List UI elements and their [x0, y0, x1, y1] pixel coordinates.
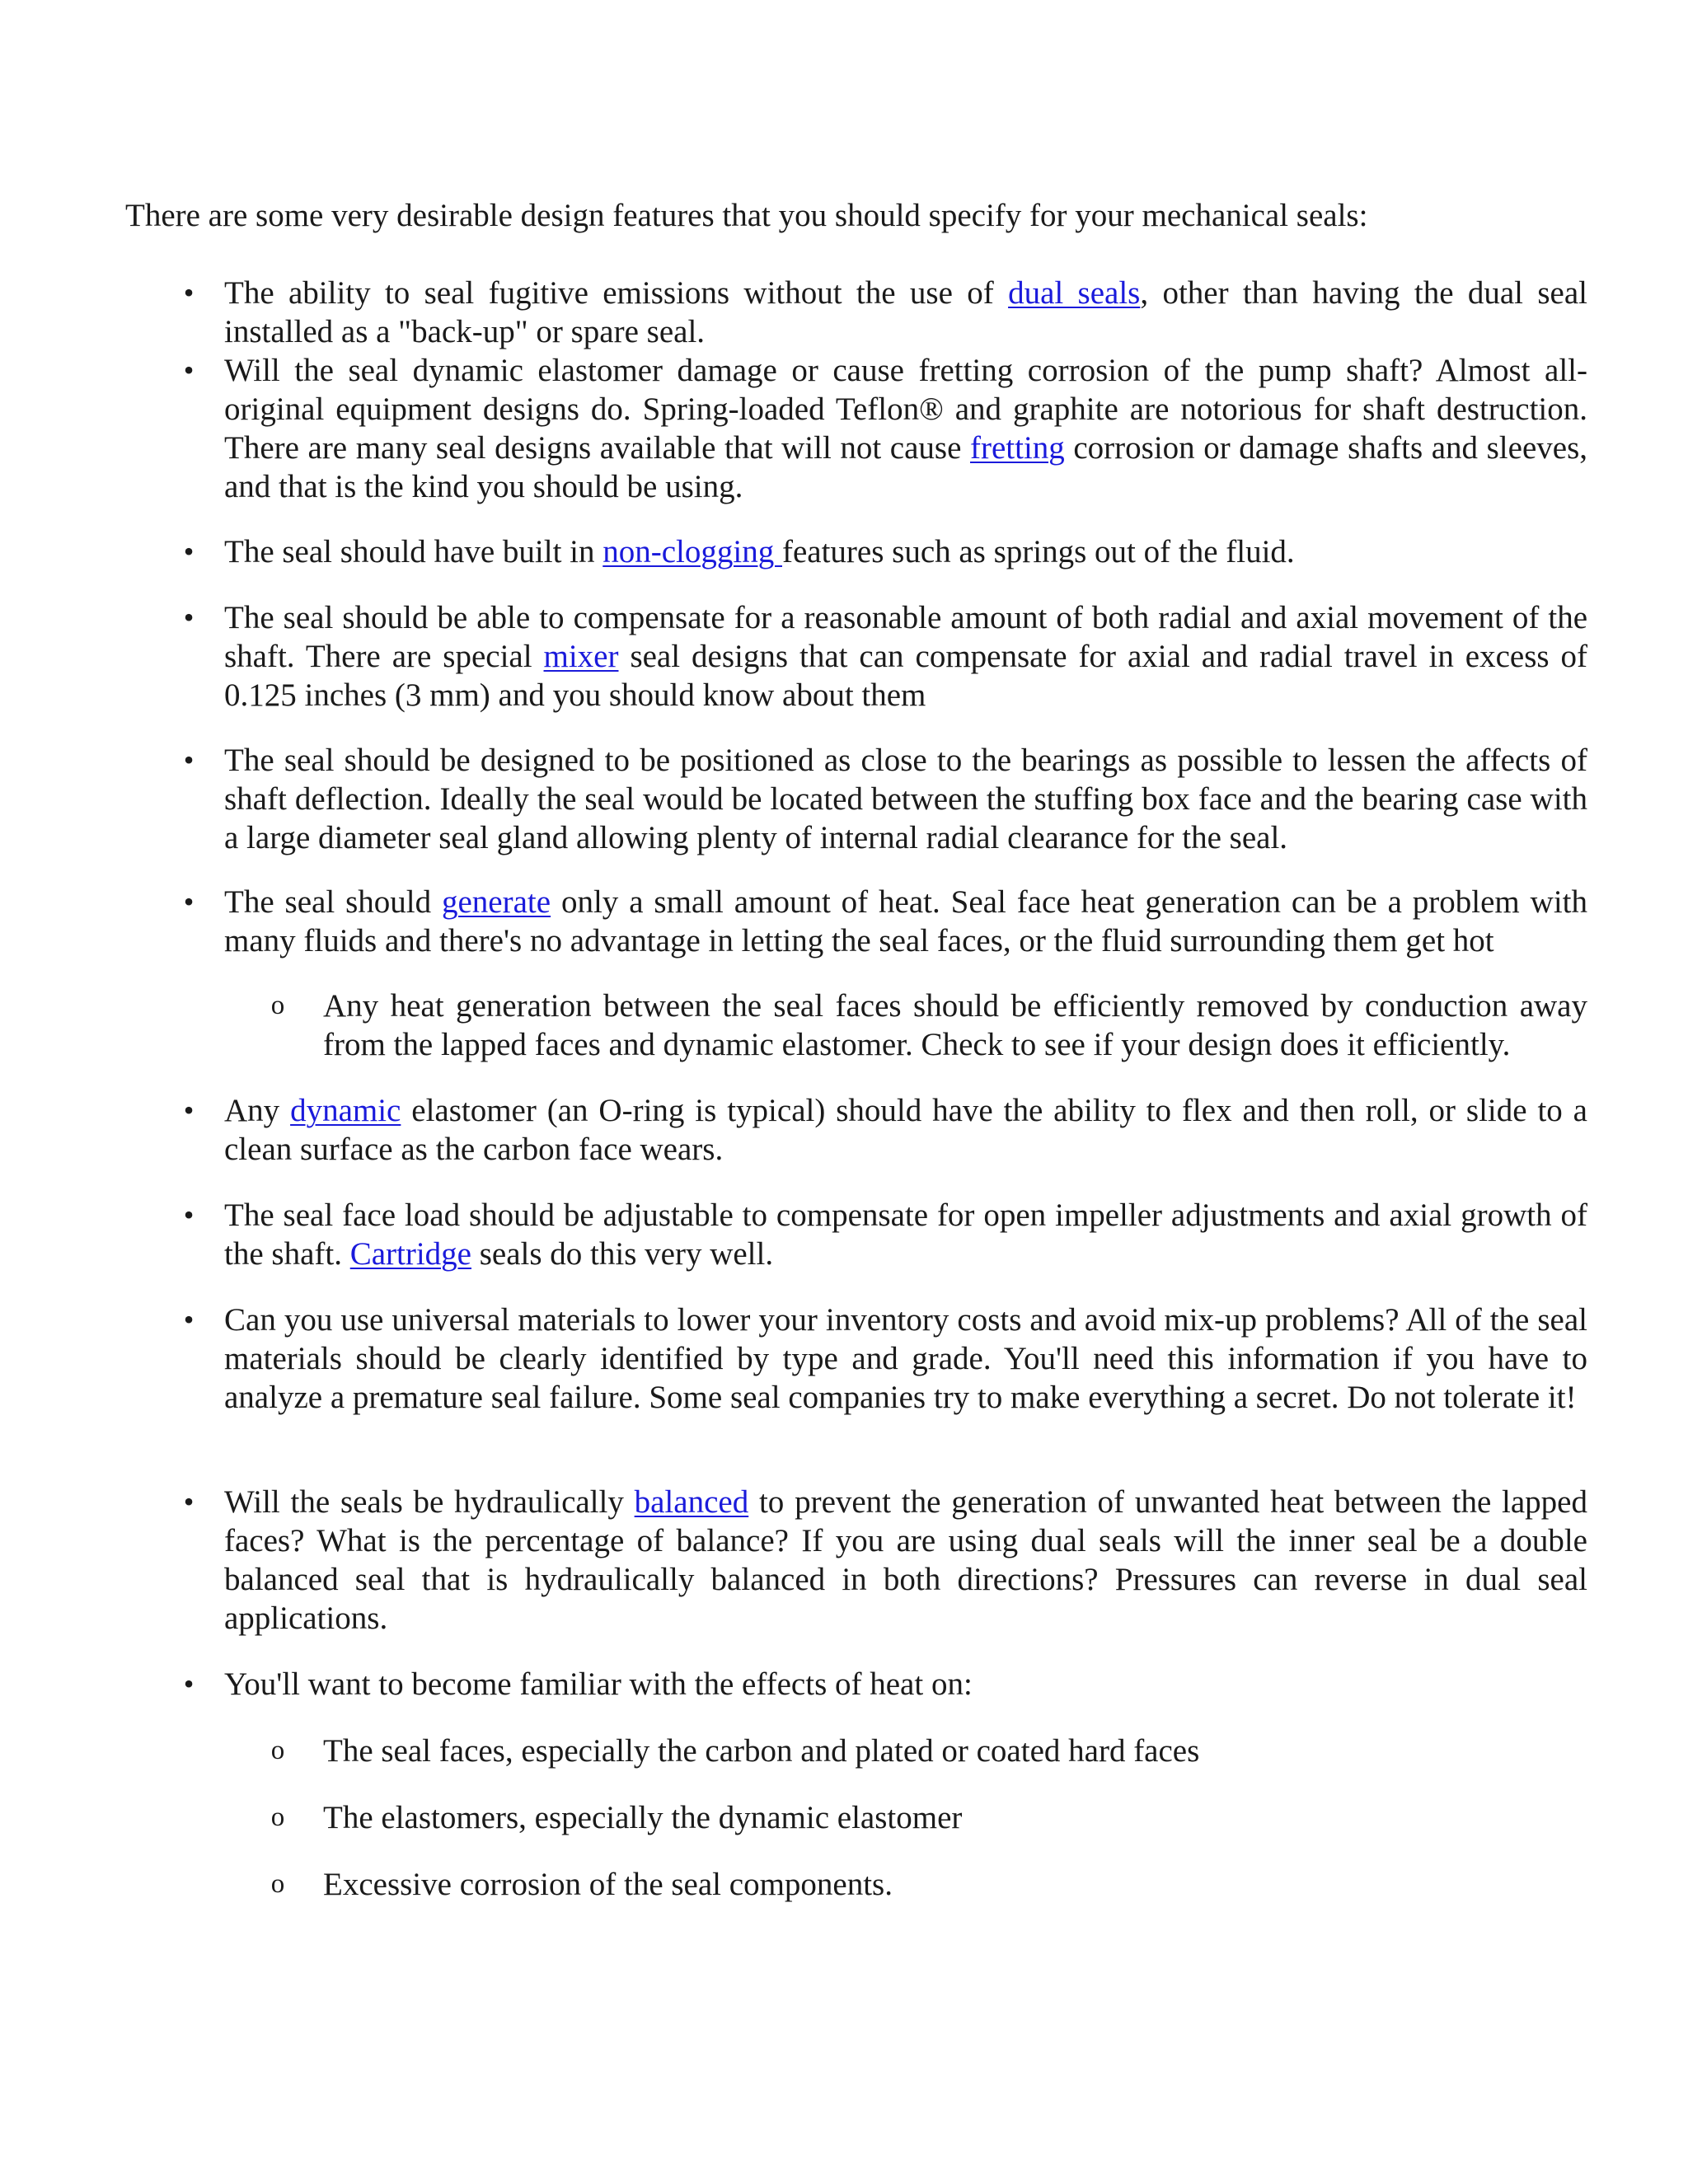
- list-item-generate: [183, 883, 1588, 960]
- list-item-text: Can you use universal materials to lower your inventory costs and avoid mix-up problems? All of the seal materials should be clearly identified by type and grade. You'll need this information if you have to analyze a premature seal failure. Some seal companies try to make everything a secret. Do not tolerate it!: [224, 1302, 1587, 1415]
- list-item-dynamic: [183, 1091, 1587, 1169]
- bullet-marker: •: [183, 885, 195, 918]
- list-item-text: The elastomers, especially the dynamic elastomer: [323, 1800, 963, 1835]
- sub-bullet-marker: o: [270, 1802, 285, 1832]
- sub-bullet-marker: o: [270, 1869, 285, 1899]
- list-item-text: Any: [224, 1093, 291, 1128]
- balanced-link[interactable]: balanced: [634, 1484, 749, 1520]
- list-item-non-clogging: [183, 532, 1587, 571]
- list-item-balanced: [183, 1483, 1587, 1638]
- cartridge-link[interactable]: Cartridge: [349, 1236, 471, 1272]
- bullet-marker: •: [183, 354, 195, 387]
- bullet-marker: •: [183, 1667, 195, 1700]
- sub-bullet-marker: o: [270, 991, 285, 1020]
- intro-paragraph: There are some very desirable design features that you should specify for your mechanical seals:: [125, 198, 1368, 233]
- list-item-text: only a small amount of heat. Seal face heat generation can be a problem with many fluids and there's no advantage in letting the seal faces, or the fluid surrounding them get hot: [224, 884, 1588, 958]
- mixer-link[interactable]: mixer: [543, 639, 619, 674]
- list-item-effects-of-heat: [183, 1665, 1587, 1704]
- list-item-text: corrosion or damage shafts and sleeves, and that is the kind you should be using.: [224, 430, 1587, 504]
- dual-seals-link[interactable]: dual seals: [1008, 275, 1141, 311]
- list-item-universal-materials: [183, 1301, 1587, 1417]
- bullet-marker: •: [183, 1094, 195, 1127]
- bullet-marker: •: [183, 276, 195, 309]
- bullet-marker: •: [183, 601, 195, 634]
- bullet-marker: •: [183, 535, 195, 568]
- list-item-text: The ability to seal fugitive emissions without the use of: [224, 275, 1009, 311]
- list-item-text: You'll want to become familiar with the effects of heat on:: [224, 1666, 973, 1702]
- non-clogging-link[interactable]: non-clogging: [603, 534, 782, 569]
- list-item-text: The seal should have built in: [224, 534, 603, 569]
- list-item-cartridge: [183, 1196, 1587, 1273]
- sub-item-heat-removal: [270, 987, 1587, 1064]
- list-item-text: The seal should be designed to be positioned as close to the bearings as possible to lessen the affects of shaft deflection. Ideally the seal would be located between the stuffing box face and the bearing case with a large diameter seal gland allowing plenty of internal radial clearance for the seal.: [224, 743, 1587, 855]
- generate-link[interactable]: generate: [441, 884, 551, 920]
- list-item-text: Will the seals be hydraulically: [224, 1484, 635, 1520]
- sub-item-seal-faces: [270, 1732, 1587, 1770]
- list-item-text: , other than having the dual seal installed as a "back-up" or spare seal.: [224, 275, 1587, 349]
- list-item-text: seal designs that can compensate for axial and radial travel in excess of 0.125 inches (3 mm) and you should know about them: [224, 639, 1588, 713]
- list-item-text: The seal faces, especially the carbon and plated or coated hard faces: [323, 1733, 1200, 1769]
- list-item-text: Excessive corrosion of the seal components.: [323, 1867, 893, 1902]
- list-item-text: features such as springs out of the fluid.: [781, 534, 1295, 569]
- bullet-marker: •: [183, 743, 195, 776]
- list-item-fretting: [183, 351, 1587, 506]
- dynamic-link[interactable]: dynamic: [290, 1093, 401, 1128]
- fretting-link[interactable]: fretting: [969, 430, 1065, 466]
- sub-bullet-marker: o: [270, 1736, 285, 1765]
- list-item-text: The seal face load should be adjustable to compensate for open impeller adjustments and axial growth of the shaft.: [224, 1197, 1587, 1272]
- bullet-marker: •: [183, 1198, 195, 1231]
- bullet-marker: •: [183, 1485, 195, 1518]
- list-item-bearings: [183, 741, 1587, 857]
- list-item-text: The seal should be able to compensate for a reasonable amount of both radial and axial movement of the shaft. There are special: [224, 600, 1587, 674]
- list-item-text: elastomer (an O-ring is typical) should have the ability to flex and then roll, or slide to a clean surface as the carbon face wears.: [224, 1093, 1587, 1167]
- sub-item-elastomers: [270, 1798, 1587, 1837]
- list-item-text: The seal should: [224, 884, 442, 920]
- list-item-text: Will the seal dynamic elastomer damage or cause fretting corrosion of the pump shaft? Almost all-original equipment designs do. Spring-loaded Teflon® and graphite are notorious for shaft destruction. There are many seal designs available that will not cause: [224, 353, 1587, 466]
- list-item-mixer: [183, 598, 1588, 715]
- list-item-dual-seals: [183, 274, 1587, 351]
- list-item-text: seals do this very well.: [471, 1236, 774, 1272]
- sub-item-corrosion: [270, 1865, 1587, 1904]
- bullet-marker: •: [183, 1303, 195, 1336]
- list-item-text: to prevent the generation of unwanted heat between the lapped faces? What is the percentage of balance? If you are using dual seals will the inner seal be a double balanced seal that is hydraulically balanced in both directions? Pressures can reverse in dual seal applications.: [224, 1484, 1587, 1636]
- list-item-text: Any heat generation between the seal faces should be efficiently removed by conduction away from the lapped faces and dynamic elastomer. Check to see if your design does it efficiently.: [323, 988, 1587, 1062]
